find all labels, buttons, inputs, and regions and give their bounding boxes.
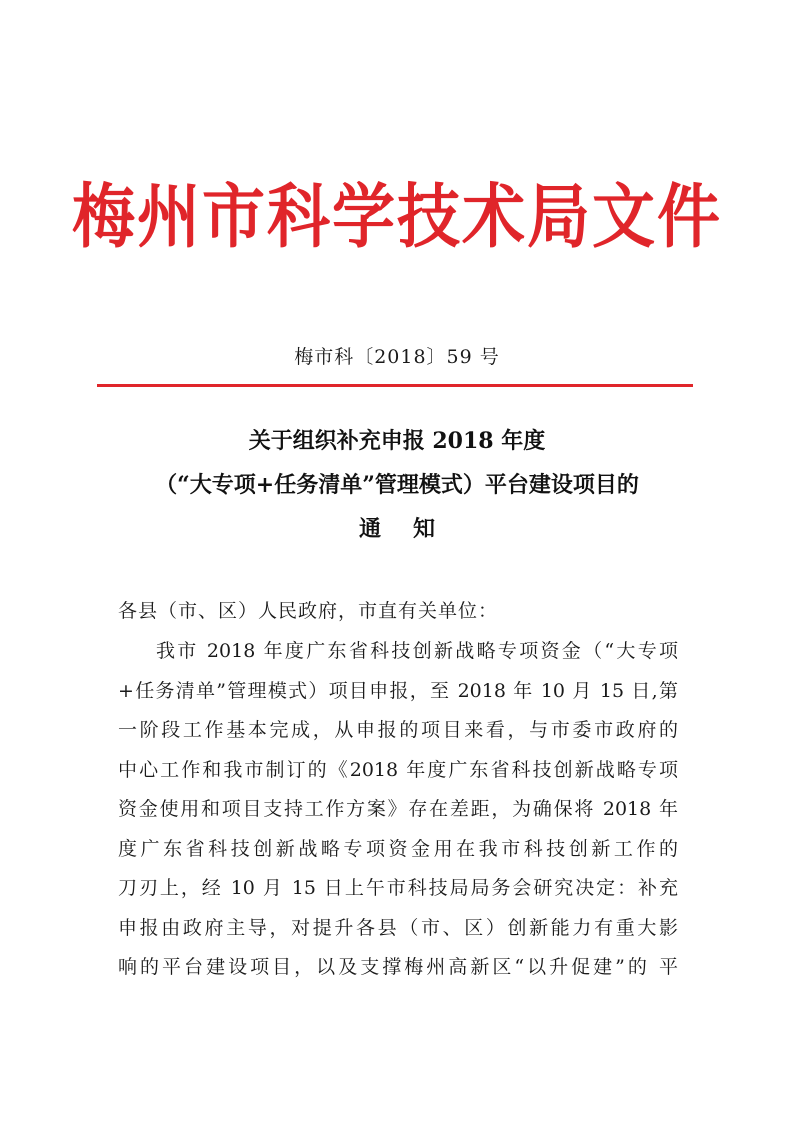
body-line: 度广东省科技创新战略专项资金用在我市科技创新工作的 <box>118 837 678 860</box>
body-line: 资金使用和项目支持工作方案》存在差距，为确保将 2018 年 <box>118 798 678 820</box>
body-line: 我市 2018 年度广东省科技创新战略专项资金（“大专项 <box>156 640 678 662</box>
red-separator-line <box>97 384 693 387</box>
salutation: 各县（市、区）人民政府，市直有关单位： <box>118 600 499 622</box>
body-line: 刀刃上，经 10 月 15 日上午市科技局局务会研究决定：补充 <box>118 877 678 899</box>
body-line: 响的平台建设项目，以及支撑梅州高新区“以升促建”的 平 <box>118 956 678 978</box>
masthead-title: 梅州市科学技术局文件 <box>72 176 722 257</box>
notice-title-line-1: 关于组织补充申报 2018 年度 <box>248 428 546 454</box>
notice-title-line-3: 通知 <box>358 516 467 542</box>
document-number: 梅市科〔2018〕59 号 <box>294 346 500 368</box>
body-line: +任务清单”管理模式）项目申报，至 2018 年 10 月 15 日,第 <box>118 679 678 702</box>
body-line: 一阶段工作基本完成，从申报的项目来看，与市委市政府的 <box>118 719 678 741</box>
body-line: 中心工作和我市制订的《2018 年度广东省科技创新战略专项 <box>118 758 678 781</box>
body-paragraph <box>118 632 678 988</box>
body-line: 申报由政府主导，对提升各县（市、区）创新能力有重大影 <box>118 916 678 939</box>
notice-title-line-2: （“大专项+任务清单”管理模式）平台建设项目的 <box>155 472 639 498</box>
